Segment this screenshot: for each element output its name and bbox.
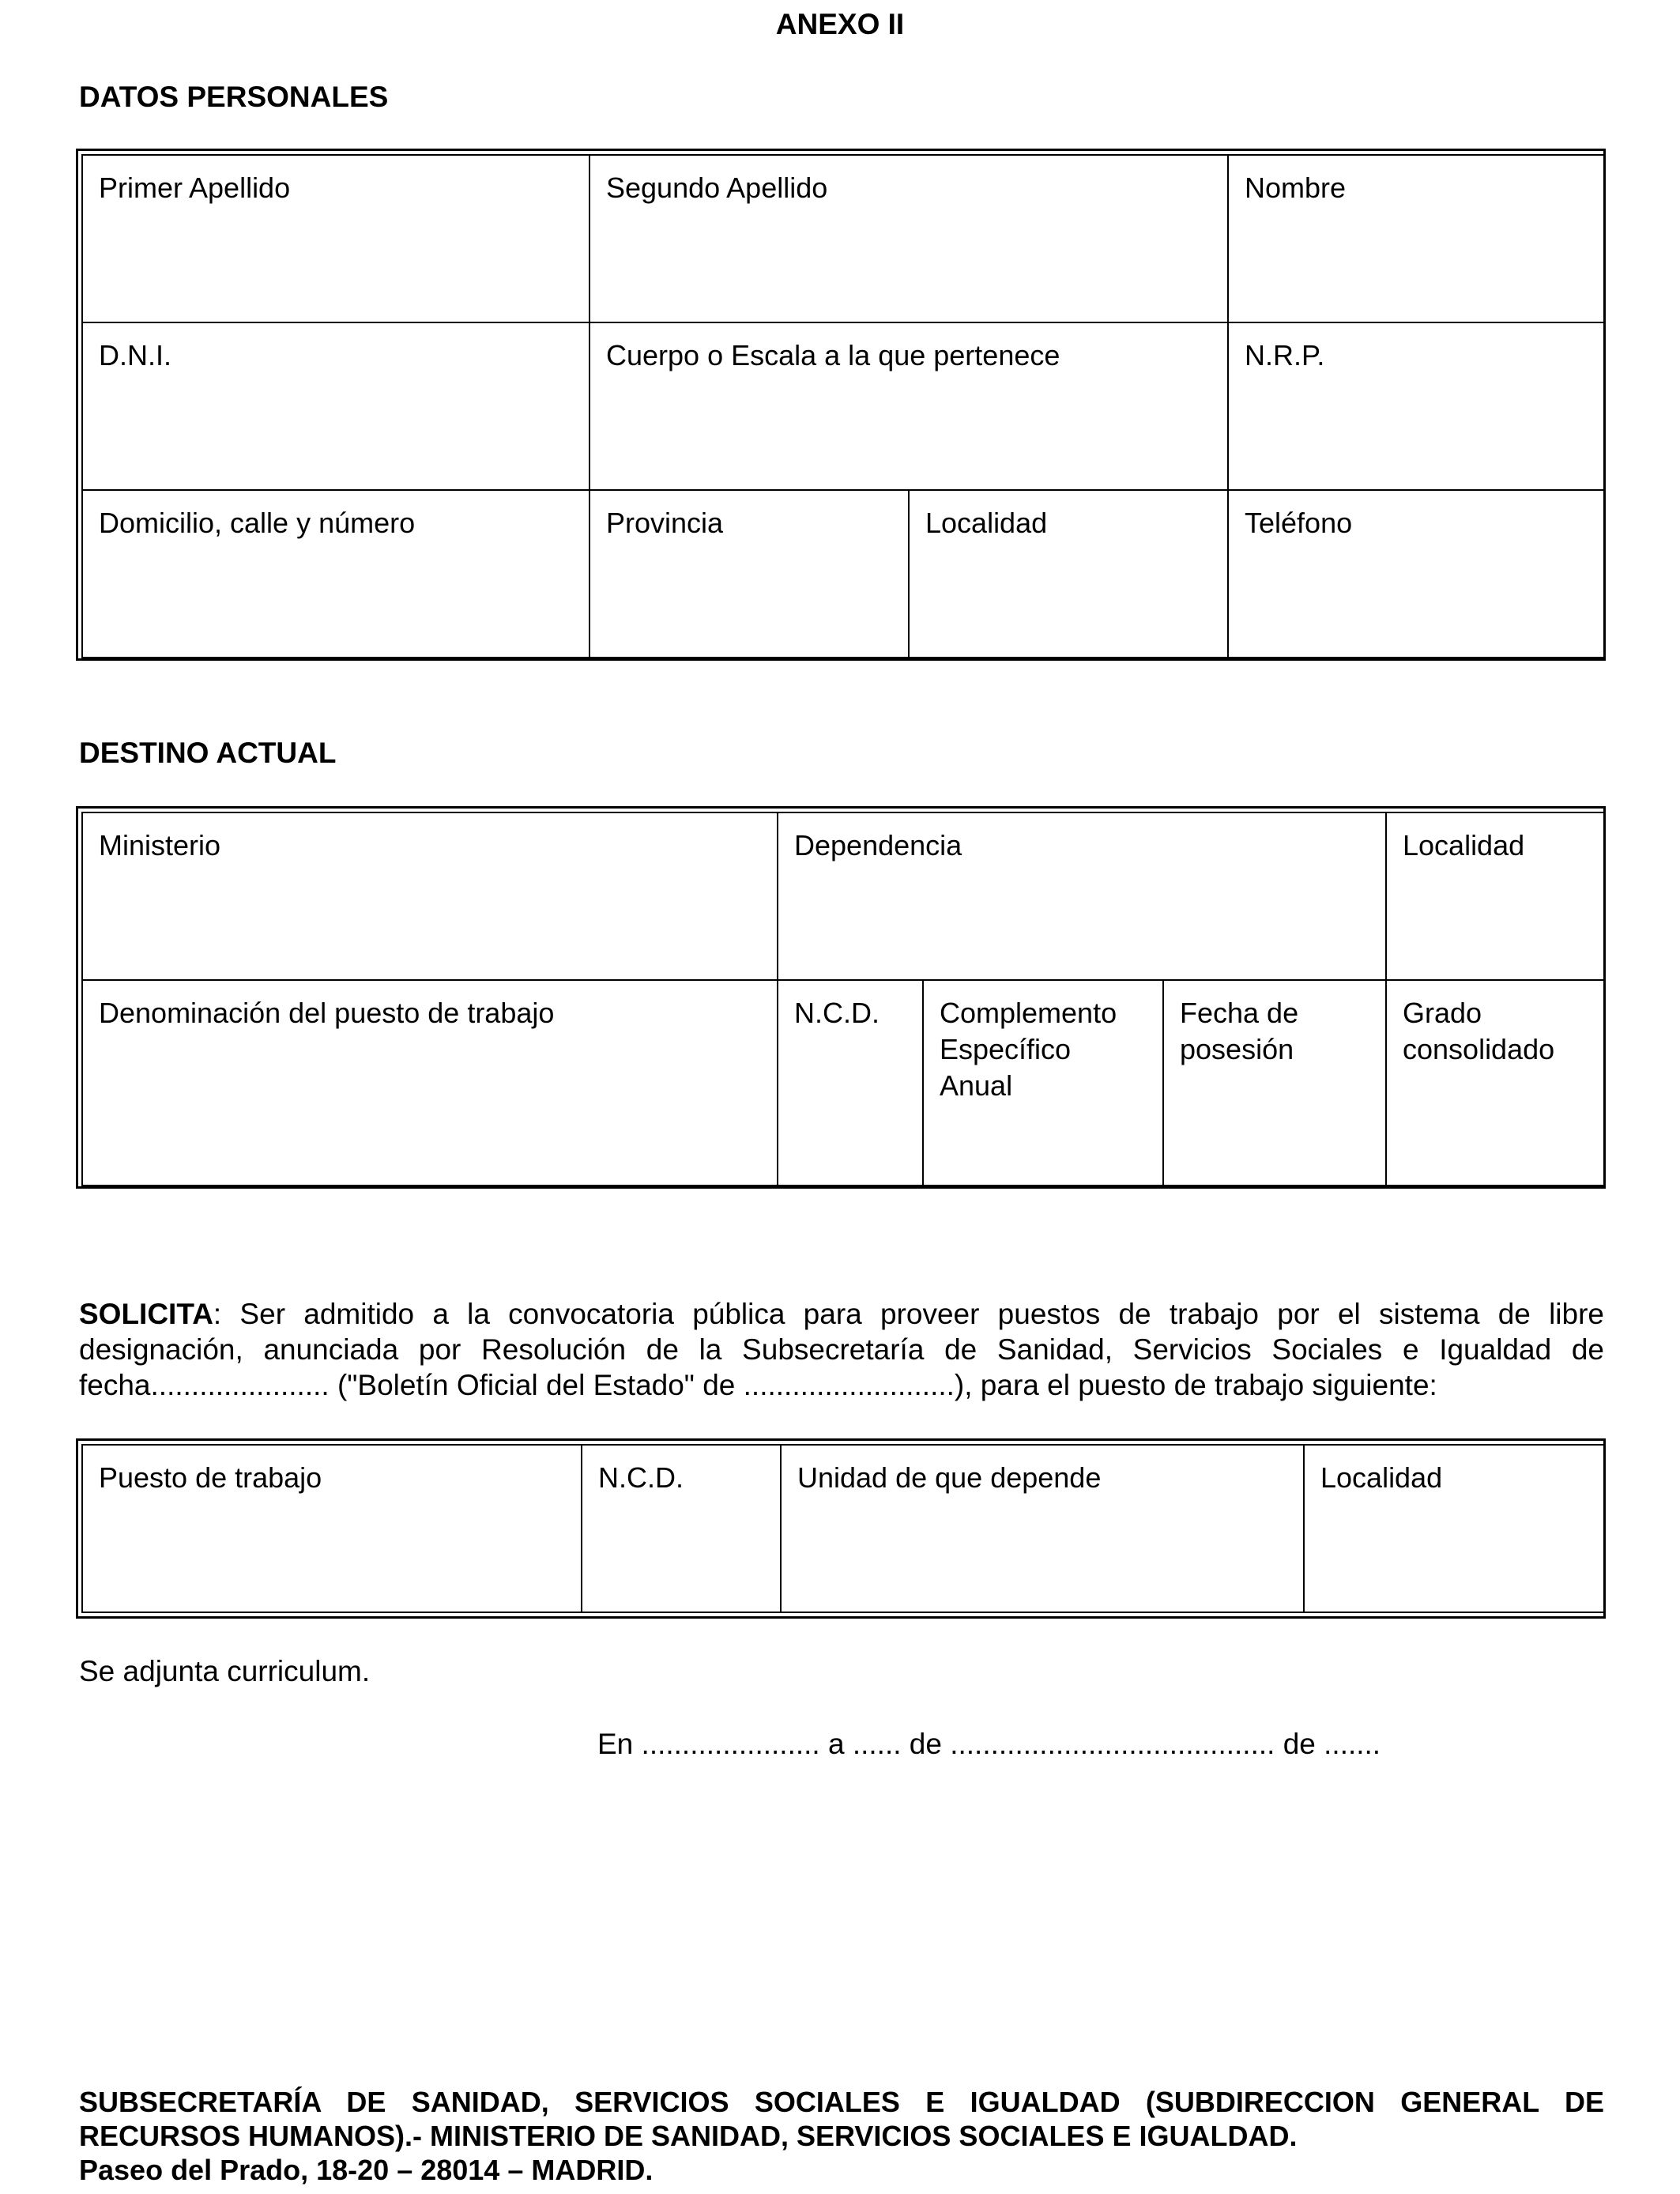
telefono-input[interactable]: [1245, 548, 1591, 581]
cell-localidad-destino[interactable]: [1386, 812, 1604, 980]
cell-telefono[interactable]: [1228, 490, 1604, 658]
cell-fecha-posesion[interactable]: [1163, 980, 1386, 1186]
label-provincia: Provincia: [606, 507, 724, 539]
provincia-input[interactable]: [606, 548, 895, 581]
label-cuerpo: Cuerpo o Escala a la que pertenece: [606, 339, 1060, 371]
section-heading-destino-actual: DESTINO ACTUAL: [79, 737, 337, 769]
label-complemento-line1: Complemento: [940, 997, 1117, 1029]
cuerpo-input[interactable]: [606, 380, 1215, 413]
label-unidad: Unidad de que depende: [797, 1461, 1102, 1494]
label-telefono: Teléfono: [1245, 507, 1353, 539]
cell-cuerpo[interactable]: [590, 322, 1228, 490]
solicita-paragraph: [79, 1296, 1604, 1403]
solicita-line1: [79, 1296, 1604, 1332]
unidad-input[interactable]: [797, 1502, 1290, 1536]
cell-grado-consolidado[interactable]: [1386, 980, 1604, 1186]
segundo-apellido-input[interactable]: [606, 213, 1215, 246]
ministerio-input[interactable]: [99, 870, 764, 903]
cell-ncd-puesto[interactable]: [582, 1445, 781, 1612]
label-localidad-destino: Localidad: [1403, 829, 1525, 861]
label-ministerio: Ministerio: [99, 829, 221, 861]
cell-nrp[interactable]: [1228, 322, 1604, 490]
localidad-personal-input[interactable]: [925, 548, 1215, 581]
cell-ministerio[interactable]: [82, 812, 778, 980]
cell-localidad-puesto[interactable]: [1304, 1445, 1604, 1612]
label-grado-line1: Grado: [1403, 997, 1482, 1029]
personal-data-grid: [81, 154, 1605, 658]
cell-provincia[interactable]: [590, 490, 909, 658]
cell-dependencia[interactable]: [778, 812, 1386, 980]
cell-dni[interactable]: [82, 322, 590, 490]
label-grado-line2: consolidado: [1403, 1033, 1555, 1065]
solicita-line2: designación, anunciada por Resolución de la Subsecretaría de Sanidad, Servicios Sociales e Igualdad de: [79, 1333, 1604, 1366]
label-complemento-line2: Específico: [940, 1033, 1072, 1065]
label-puesto-trabajo: Puesto de trabajo: [99, 1461, 322, 1494]
cell-localidad-personal[interactable]: [909, 490, 1228, 658]
domicilio-input[interactable]: [99, 548, 576, 581]
ncd-puesto-input[interactable]: [598, 1502, 767, 1536]
puesto-table: [76, 1438, 1606, 1619]
puesto-grid: [81, 1444, 1605, 1613]
puesto-trabajo-input[interactable]: [99, 1502, 568, 1536]
cell-nombre[interactable]: [1228, 155, 1604, 322]
footer-line3: Paseo del Prado, 18-20 – 28014 – MADRID.: [79, 2154, 654, 2186]
label-complemento-line3: Anual: [940, 1069, 1013, 1102]
cell-domicilio[interactable]: [82, 490, 590, 658]
cell-unidad[interactable]: [781, 1445, 1304, 1612]
label-nrp: N.R.P.: [1245, 339, 1325, 371]
destino-actual-grid: [81, 812, 1605, 1186]
section-heading-datos-personales: DATOS PERSONALES: [79, 81, 389, 113]
cell-puesto-trabajo[interactable]: [82, 1445, 582, 1612]
dependencia-input[interactable]: [794, 870, 1373, 903]
solicita-text-line1: : Ser admitido a la convocatoria pública para proveer puestos de trabajo por el sistema de libre: [213, 1298, 1604, 1330]
label-dependencia: Dependencia: [794, 829, 962, 861]
label-primer-apellido: Primer Apellido: [99, 172, 291, 204]
nrp-input[interactable]: [1245, 380, 1591, 413]
nombre-input[interactable]: [1245, 213, 1591, 246]
label-fecha-line2: posesión: [1180, 1033, 1294, 1065]
place-date-line: En ...................... a ...... de ........................................ de .......: [597, 1728, 1381, 1760]
curriculum-note: Se adjunta curriculum.: [79, 1655, 371, 1687]
solicita-label: SOLICITA: [79, 1298, 213, 1330]
personal-data-table: [76, 149, 1606, 661]
cell-complemento[interactable]: [923, 980, 1163, 1186]
localidad-puesto-input[interactable]: [1320, 1502, 1591, 1536]
footer-address: [79, 2085, 1604, 2187]
label-denominacion: Denominación del puesto de trabajo: [99, 997, 555, 1029]
cell-segundo-apellido[interactable]: [590, 155, 1228, 322]
label-dni: D.N.I.: [99, 339, 172, 371]
localidad-destino-input[interactable]: [1403, 870, 1591, 903]
cell-denominacion[interactable]: [82, 980, 778, 1186]
footer-line1: SUBSECRETARÍA DE SANIDAD, SERVICIOS SOCIALES E IGUALDAD (SUBDIRECCION GENERAL DE: [79, 2086, 1604, 2118]
label-fecha-line1: Fecha de: [1180, 997, 1299, 1029]
cell-ncd-destino[interactable]: [778, 980, 923, 1186]
label-localidad-personal: Localidad: [925, 507, 1048, 539]
label-nombre: Nombre: [1245, 172, 1347, 204]
footer-line2: RECURSOS HUMANOS).- MINISTERIO DE SANIDAD, SERVICIOS SOCIALES E IGUALDAD.: [79, 2120, 1298, 2152]
page-title: ANEXO II: [775, 8, 905, 40]
label-segundo-apellido: Segundo Apellido: [606, 172, 828, 204]
label-ncd-puesto: N.C.D.: [598, 1461, 684, 1494]
solicita-line3: fecha...................... ("Boletín Oficial del Estado" de ..........................), para el puesto de trabajo siguiente:: [79, 1369, 1437, 1401]
dni-input[interactable]: [99, 380, 576, 413]
destino-actual-table: [76, 806, 1606, 1189]
label-domicilio: Domicilio, calle y número: [99, 507, 416, 539]
label-ncd-destino: N.C.D.: [794, 997, 880, 1029]
primer-apellido-input[interactable]: [99, 213, 576, 246]
label-localidad-puesto: Localidad: [1320, 1461, 1443, 1494]
cell-primer-apellido[interactable]: [82, 155, 590, 322]
